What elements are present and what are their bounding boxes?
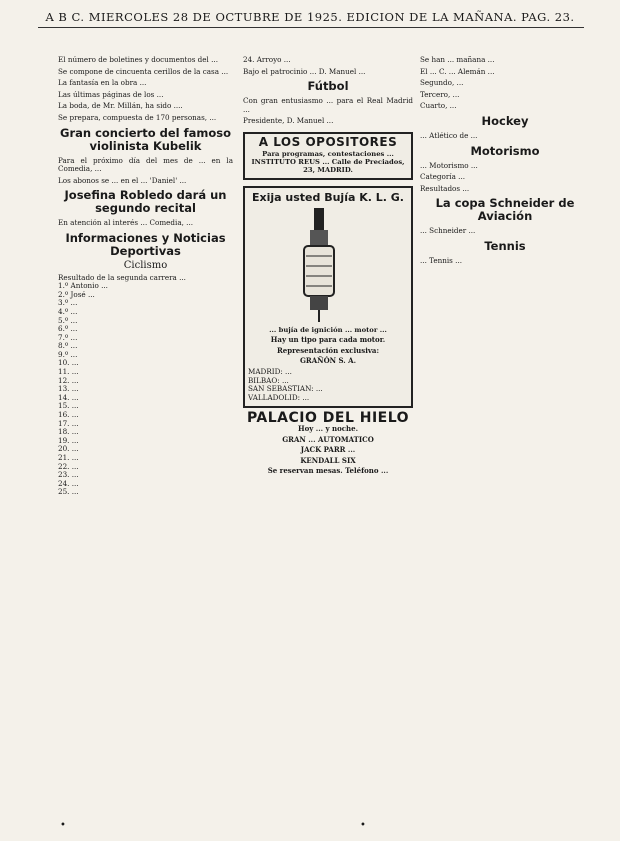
futbol-heading: Fútbol [307,79,349,94]
list-item: 4.º ... [58,307,78,316]
page-header: A B C. MIERCOLES 28 DE OCTUBRE DE 1925. EDICION DE LA MAÑANA. PAG. 23. [45,10,575,24]
paragraph: El número de boletines y documentos del ... [58,56,218,64]
paragraph: Para el próximo día del mes de ... en la Comedia, ... [58,155,233,174]
list-item: 1.º Antonio ... [58,282,108,291]
paragraph: Categoría ... [420,172,466,182]
list-item: 5.º ... [58,316,78,325]
bujia-text: Hay un tipo para cada motor. [270,335,386,345]
informaciones-heading: Informaciones y Noticias Deportivas [65,230,226,258]
robledo-heading: Josefina Robledo dará un segundo recital [64,188,227,216]
list-item: 23. ... [58,471,79,480]
paragraph: Segundo, ... [420,78,464,88]
paragraph: ... Schneider ... [420,226,476,236]
column-3 [420,56,590,826]
list-item: 15. ... [58,402,79,411]
list-item: 2.º José ... [58,290,95,299]
list-item: 8.º ... [58,342,78,351]
paragraph: Se prepara, compuesta de 170 personas, ... [58,112,217,122]
list-item: 17. ... [58,419,79,428]
list-item: 16. ... [58,411,79,420]
schneider-heading: La copa Schneider de Aviación [435,196,575,224]
opositores-title: A LOS OPOSITORES [258,134,398,149]
list-item: 14. ... [58,393,79,402]
column-2 [243,56,413,826]
paragraph: Se compone de cincuenta cerillos de la casa ... [58,66,229,76]
bujia-ad [243,186,413,409]
bujia-title: Exija usted Bujía K. L. G. [252,190,404,204]
bujia-text: MADRID: ... [248,367,292,376]
paragraph: En atención al interés ... Comedia, ... [58,218,194,228]
palacio-text: Hoy ... y noche. [297,423,359,433]
list-item: 13. ... [58,385,79,394]
bottom-mark-center: • [360,820,366,831]
paragraph: El ... C. ... Alemán ... [420,66,495,76]
list-item: 7.º ... [58,333,78,342]
list-item: 19. ... [58,436,79,445]
bujia-text: SAN SEBASTIÁN: ... [248,385,323,394]
list-item: 22. ... [58,462,79,471]
paragraph: Se han ... mañana ... [420,56,495,64]
paragraph: ... Motorismo ... [420,160,478,170]
list-item: 24. ... [58,479,79,488]
paragraph: Bajo el patrocinio ... D. Manuel ... [243,66,366,76]
list-item: 20. ... [58,445,79,454]
list-item: 21. ... [58,454,79,462]
header-rule [38,27,584,28]
motorismo-heading: Motorismo [470,143,540,158]
spark-plug-icon [248,206,412,326]
paragraph: Con gran entusiasmo ... para el Real Madrid ... [243,96,413,114]
paragraph: Resultados ... [420,183,470,193]
opositores-ad [243,132,413,180]
list-item: 10. ... [58,359,79,368]
palacio-heading: PALACIO DEL HIELO [246,410,410,427]
bujia-text: BILBAO: ... [248,376,289,385]
bottom-mark-left: • [60,820,66,831]
list-item: 25. ... [58,488,79,497]
list-item: 3.º ... [58,299,78,308]
list-item: 6.º ... [58,325,78,334]
column-1 [58,56,233,826]
tennis-heading: Tennis [484,238,526,253]
bujia-text: GRAÑÓN S. A. [299,356,357,366]
palacio-text: Se reservan mesas. Teléfono ... [267,466,389,476]
paragraph: Tercero, ... [420,89,460,99]
paragraph: Las últimas páginas de los ... [58,89,164,99]
list-item: 12. ... [58,376,79,385]
list-item: 18. ... [58,428,79,437]
paragraph: ... Tennis ... [420,255,463,265]
ciclismo-heading: Ciclismo [123,259,168,271]
palacio-text: KENDALL SIX [300,455,356,465]
paragraph: La boda, de Mr. Millán, ha sido .... [58,101,183,111]
list-item: 11. ... [58,368,79,377]
paragraph: Los abonos se ... en el ... 'Daniel' ... [58,175,187,185]
paragraph: Presidente, D. Manuel ... [243,116,334,126]
opositores-text: Para programas, contestaciones ... INSTITUTO REUS ... Calle de Preciados, 23, MADRID. [251,149,405,174]
bujia-text: Representación exclusiva: [276,345,380,355]
ciclismo-list [58,274,233,497]
palacio-text: JACK PARR ... [300,445,356,455]
concierto-heading: Gran concierto del famoso violinista Kubelik [60,125,231,153]
paragraph: La fantasía en la obra ... [58,78,147,88]
paragraph: 24. Arroyo ... [243,56,291,64]
paragraph: Cuarto, ... [420,101,457,111]
palacio-text: GRAN ... AUTOMATICO [282,434,374,444]
bujia-text: VALLADOLID: ... [248,393,310,402]
hockey-heading: Hockey [481,113,529,128]
list-item: 9.º ... [58,350,78,359]
list-item: Resultado de la segunda carrera ... [58,273,186,282]
paragraph: ... Atlético de ... [420,130,478,140]
spark-plug-illustration [248,206,408,326]
bujia-text: ... bujía de ignición ... motor ... [269,326,387,335]
